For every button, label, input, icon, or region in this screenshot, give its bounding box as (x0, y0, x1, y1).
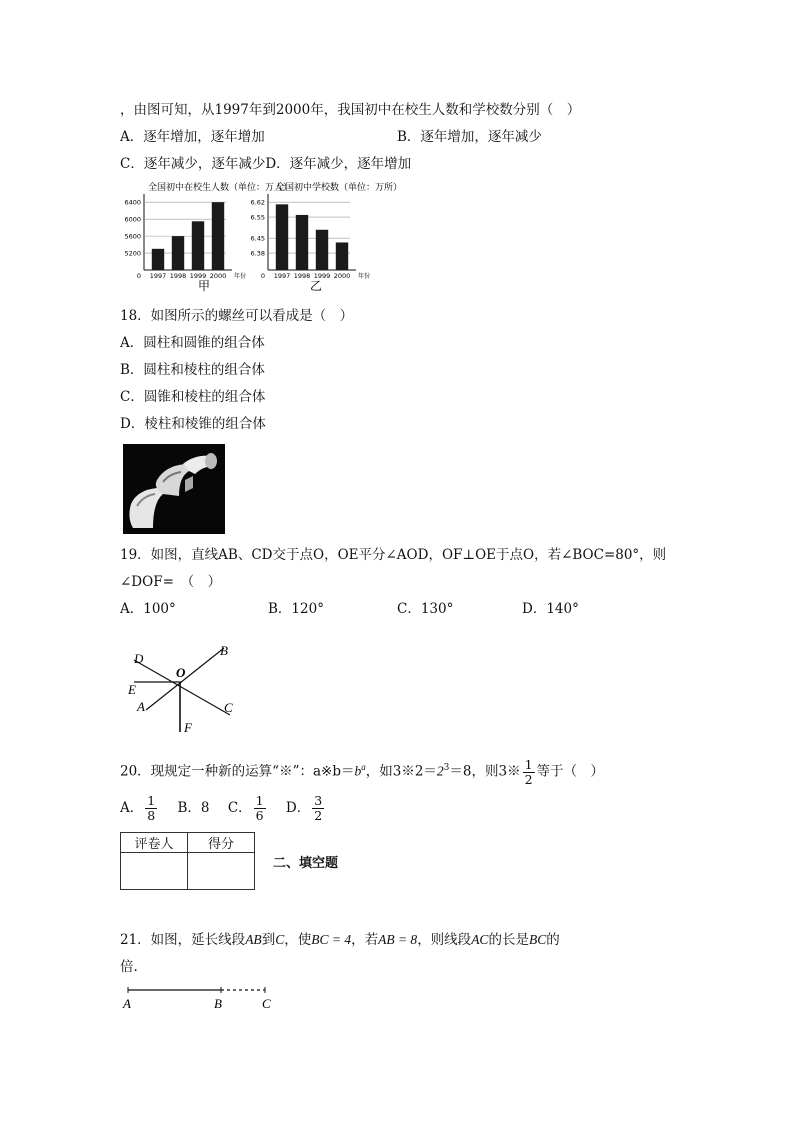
q21-stem-line2: 倍. (120, 959, 138, 975)
x-tick-label: 1999 (189, 272, 207, 280)
score-table-header-grader: 评卷人 (121, 833, 188, 853)
q20-stem (120, 752, 604, 787)
y-tick-label: 6.38 (250, 249, 265, 258)
q18-option-c: C．圆锥和棱柱的组合体 (120, 389, 266, 405)
segment-label-a: A (123, 996, 131, 1011)
q18-option-d: D．棱柱和棱锥的组合体 (120, 416, 266, 432)
bar (316, 230, 328, 270)
label-e: E (128, 682, 136, 697)
x-tick-label: 1997 (273, 272, 291, 280)
q20-tail: 等于（ ） (536, 763, 605, 780)
x-tick-label: 1997 (149, 272, 167, 280)
q17-option-a: A．逐年增加，逐年增加 (120, 129, 265, 145)
label-f: F (184, 720, 192, 735)
q20-option-d-fraction: $\frac{3}{2}$ (314, 793, 323, 823)
q19-option-c: C．130° (397, 601, 454, 617)
label-d: D (134, 651, 144, 666)
label-b: B (220, 643, 228, 658)
q18-option-b: B．圆柱和棱柱的组合体 (120, 362, 265, 378)
score-table (120, 832, 255, 890)
q20-option-a-fraction: $\frac{1}{8}$ (147, 793, 156, 823)
label-c: C (224, 700, 233, 715)
section-title: 二、填空题 (273, 856, 339, 871)
x-tick-label: 1998 (169, 272, 187, 280)
bar (276, 204, 288, 270)
x-tick-label: 1998 (293, 272, 311, 280)
segment-diagram (120, 984, 290, 1014)
q20-option-c-fraction: $\frac{1}{6}$ (255, 793, 264, 823)
score-table-header-score: 得分 (188, 833, 255, 853)
q17-option-cd: C．逐年减少，逐年减少D．逐年减少，逐年增加 (120, 156, 412, 172)
bar (152, 249, 164, 270)
label-o: O (176, 665, 186, 680)
q20-pre: 20．现规定一种新的运算“※”：a※b＝ (120, 763, 355, 780)
q20-post: ＝8，则3※ (449, 763, 521, 780)
q20-option-c-label: C． (227, 800, 252, 816)
y-tick-label: 6.45 (250, 234, 265, 243)
segment-label-b: B (214, 996, 222, 1011)
q20-two: 2 (436, 763, 444, 779)
q20-exp-3: 3 (443, 763, 450, 773)
chart-title: 全国初中在校生人数（单位：万人） (148, 183, 293, 193)
bar (212, 202, 224, 270)
q17-option-b: B．逐年增加，逐年减少 (397, 129, 542, 145)
segment-label-c: C (262, 996, 271, 1011)
q20-b: b (354, 763, 362, 779)
q19-option-d: D．140° (522, 601, 579, 617)
q19-stem-line2: ∠DOF= （ ） (120, 574, 222, 590)
chart-caption: 乙 (310, 279, 323, 293)
q19-option-b: B．120° (268, 601, 324, 617)
q19-stem-line1: 19．如图，直线AB、CD交于点O，OE平分∠AOD，OF⊥OE于点O，若∠BOC=80°，则 (120, 547, 667, 563)
y-tick-label: 5600 (124, 232, 141, 241)
x-unit-label: 年份 (358, 273, 371, 280)
angle-diagram (120, 640, 250, 740)
x-unit-label: 年份 (234, 273, 247, 280)
y-tick-label: 6.55 (250, 213, 265, 222)
q21-stem: 21．如图，延长线段AB到C，使BC = 4，若AB = 8，则线段AC的长是BC的 (120, 932, 560, 948)
bar (296, 215, 308, 270)
bar (172, 236, 184, 270)
label-a: A (137, 699, 145, 714)
y-tick-label: 5200 (124, 249, 141, 258)
x-tick-label: 2000 (333, 272, 351, 280)
q20-option-b: B．8 (177, 800, 210, 816)
origin-label: 0 (260, 272, 265, 280)
q19-option-a: A．100° (120, 601, 176, 617)
q18-stem: 18．如图所示的螺丝可以看成是（ ） (120, 308, 354, 324)
q18-option-a: A．圆柱和圆锥的组合体 (120, 335, 265, 351)
score-table-score-cell (188, 853, 255, 890)
q20-options (120, 793, 326, 823)
q20-option-a-label: A． (120, 800, 144, 816)
y-tick-label: 6000 (124, 215, 141, 224)
chart-title: 全国初中学校数（单位：万所） (276, 183, 403, 193)
q17-stem: ，由图可知，从1997年到2000年，我国初中在校生人数和学校数分别（ ） (120, 102, 581, 118)
origin-label: 0 (136, 272, 141, 280)
screw-photo (123, 444, 225, 534)
chart-schools (244, 182, 403, 293)
bar (192, 221, 204, 270)
chart-caption: 甲 (198, 279, 211, 293)
q20-exp-a: a (361, 762, 366, 772)
score-table-grader-cell (121, 853, 188, 890)
x-tick-label: 1999 (313, 272, 331, 280)
y-tick-label: 6400 (124, 198, 141, 207)
y-tick-label: 6.62 (250, 198, 265, 207)
q20-mid: ，如3※2＝ (365, 763, 437, 780)
q20-option-d-label: D． (285, 800, 311, 816)
q20-half-fraction: $\frac{1}{2}$ (524, 756, 533, 787)
x-tick-label: 2000 (209, 272, 227, 280)
bar (336, 242, 348, 270)
